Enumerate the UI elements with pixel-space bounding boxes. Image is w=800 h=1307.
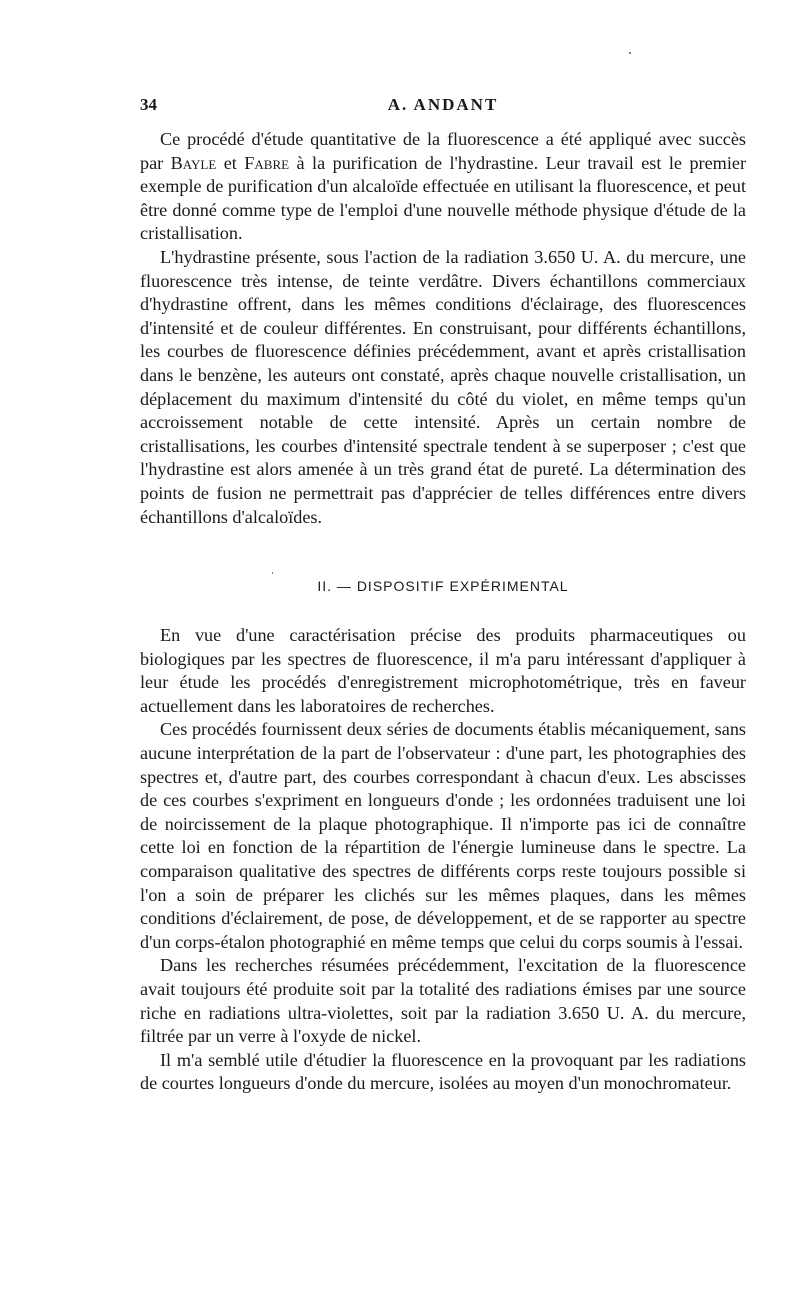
paragraph: Ces procédés fournissent deux séries de documents établis mécaniquement, sans aucune interprétation de la part de l'observateur : d'une part, les photographies des spectres et, d'autre part, des courbes correspondant à chacun d'eux. Les abscisses de ces courbes s'expriment en longueurs d'onde ; les ordonnées traduisent une loi de noircissement de la plaque photographique. Il n'importe pas ici de connaître cette loi en fonction de la répartition de l'énergie lumineuse dans le spectre. La comparaison qualitative des spectres de différents corps reste toujours possible si l'on a soin de préparer les clichés sur les mêmes plaques, dans les mêmes conditions d'éclairement, de pose, de développement, et de se rapporter au spectre d'un corps-étalon photographié en même temps que celui du corps soumis à l'essai.: [140, 719, 746, 952]
section-two-text: [140, 624, 746, 1096]
paragraph: [140, 128, 746, 246]
author-name-bayle: Bayle: [170, 152, 217, 173]
paragraph-text: et: [216, 152, 245, 173]
running-head: A. ANDANT: [387, 95, 499, 114]
paragraph: Il m'a semblé utile d'étudier la fluorescence en la provoquant par les radiations de courtes longueurs d'onde du mercure, isolées au moyen d'un monochromateur.: [140, 1049, 746, 1094]
author-name-fabre: Fabre: [244, 152, 290, 173]
paper-speck: [629, 52, 631, 54]
paragraph: L'hydrastine présente, sous l'action de la radiation 3.650 U. A. du mercure, une fluorescence très intense, de teinte verdâtre. Divers échantillons commerciaux d'hydrastine offrent, dans les mêmes conditions d'éclairage, des fluorescences d'intensité et de couleur différentes. En construisant, pour différents échantillons, les courbes de fluorescence définies précédemment, avant et après cristallisation dans le benzène, les auteurs ont constaté, après chaque nouvelle cristallisation, un déplacement du maximum d'intensité du côté du violet, en même temps qu'un accroissement notable de cette intensité. Après un certain nombre de cristallisations, les courbes d'intensité spectrale tendent à se superposer ; c'est que l'hydrastine est alors amenée à un très grand état de pureté. La détermination des points de fusion ne permettrait pas d'apprécier de telles différences entre divers échantillons d'alcaloïdes.: [140, 246, 746, 527]
page-header: [140, 95, 746, 119]
section-one-text: [140, 128, 746, 529]
paragraph-text: à la purification de l'hydrastine. Leur travail est le premier exemple de purification d'un alcaloïde effectuée en utilisant la fluorescence, et peut être donné comme type de l'emploi d'une nouvelle méthode physique d'étude de la cristallisation.: [140, 152, 746, 244]
paper-speck: [272, 572, 273, 574]
paragraph: En vue d'une caractérisation précise des produits pharmaceutiques ou biologiques par les spectres de fluorescence, il m'a paru intéressant d'appliquer à leur étude les procédés d'enregistrement microphotométrique, très en faveur actuellement dans les laboratoires de recherches.: [140, 625, 746, 716]
page-number: 34: [140, 95, 157, 114]
paragraph: Dans les recherches résumées précédemment, l'excitation de la fluorescence avait toujours été produite soit par la totalité des radiations émises par une source riche en radiations ultra-violettes, soit par la radiation 3.650 U. A. du mercure, filtrée par un verre à l'oxyde de nickel.: [140, 955, 746, 1047]
paragraph-text: Ce procédé d'étude quantitative de la fluorescence a été appliqué avec succès par: [140, 129, 746, 173]
section-heading: II. — DISPOSITIF EXPÉRIMENTAL: [317, 578, 569, 594]
